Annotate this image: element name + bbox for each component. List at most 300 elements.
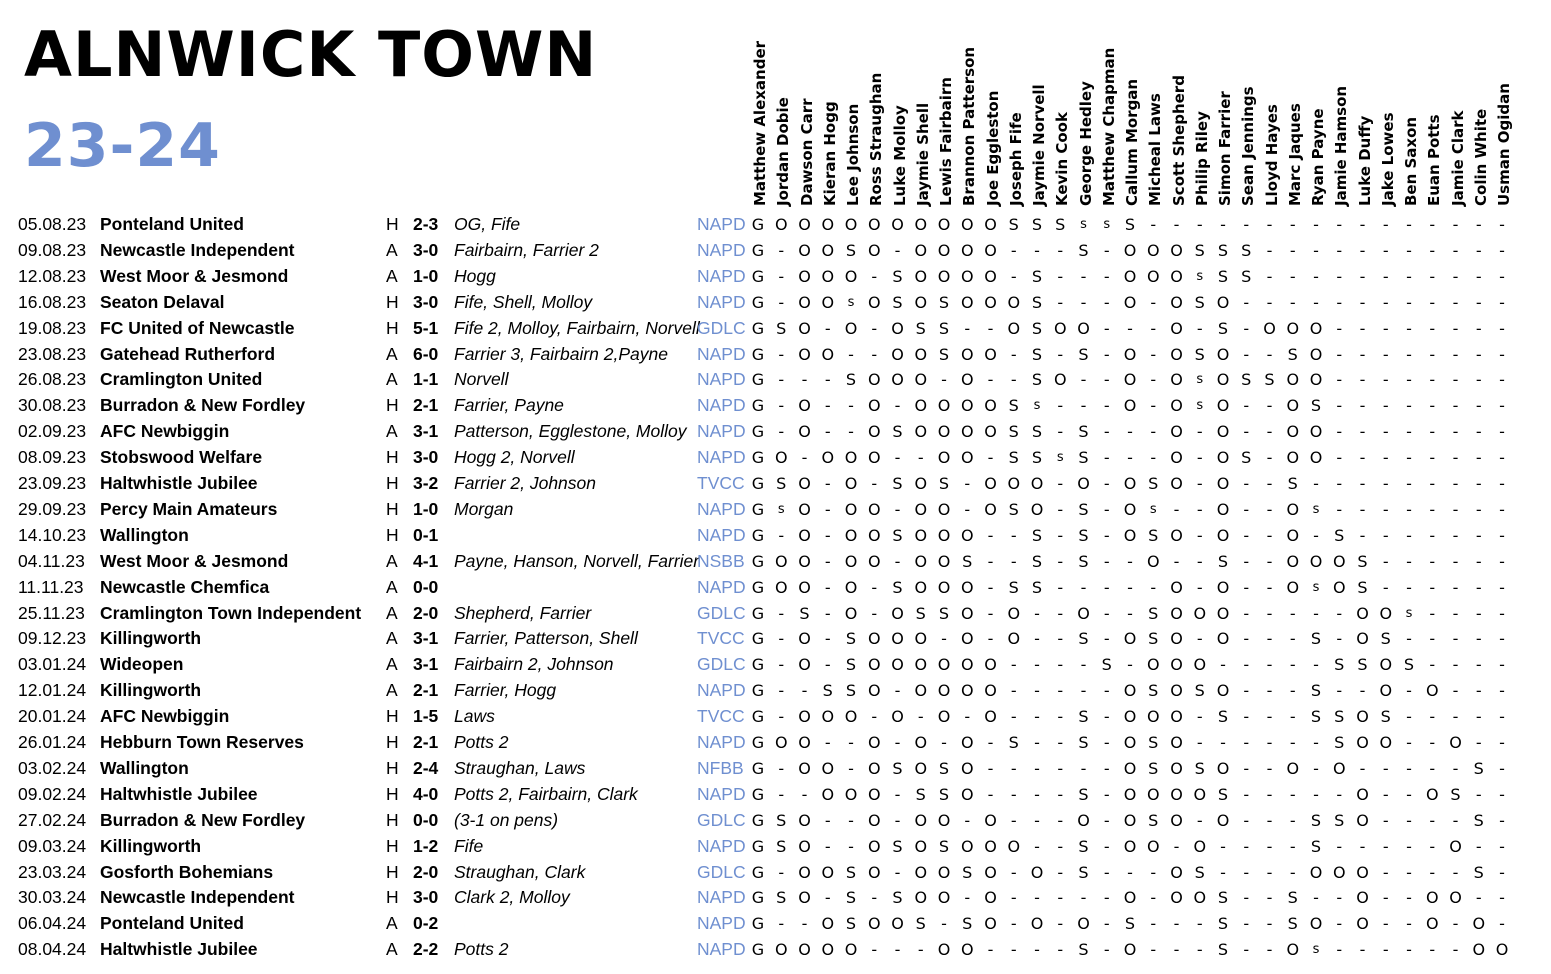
appearance-cell: - [1336, 266, 1343, 286]
appearance-cell: s [1056, 450, 1064, 466]
appearance-cell: - [1382, 577, 1389, 597]
appearance-cell: - [1080, 888, 1087, 908]
competition: GDLC [697, 317, 746, 338]
appearance-cell: O [798, 318, 811, 338]
appearance-cell: - [1266, 888, 1273, 908]
appearance-cell: S [1264, 370, 1275, 390]
appearance-cell: - [848, 733, 854, 752]
appearance-cell: s [777, 501, 785, 517]
appearance-cell: - [1034, 758, 1040, 778]
appearance-cell: - [824, 733, 831, 752]
appearance-cell: - [1359, 240, 1366, 260]
appearance-cell: - [987, 448, 994, 468]
appearance-cell: S [1450, 784, 1461, 804]
appearance-cell: O [798, 655, 811, 675]
appearance-cell: - [1034, 940, 1040, 960]
appearance-cell: - [1150, 344, 1157, 364]
appearance-cell: - [1266, 448, 1273, 468]
scorers: OG, Fife [454, 214, 521, 234]
appearance-cell: O [844, 707, 858, 727]
appearance-cell: - [1289, 836, 1296, 856]
appearance-cell: - [1057, 629, 1064, 649]
appearance-cell: S [1148, 474, 1159, 493]
appearance-cell: S [1217, 940, 1229, 960]
appearance-cell: - [824, 318, 831, 338]
venue: A [386, 654, 398, 675]
match-date: 09.12.23 [18, 628, 87, 649]
appearance-cell: - [1057, 655, 1064, 675]
appearance-cell: - [1429, 448, 1436, 468]
appearance-cell: - [1499, 370, 1505, 390]
appearance-cell: O [1007, 603, 1021, 623]
appearance-cell: O [960, 448, 974, 468]
appearance-cell: - [1475, 474, 1482, 493]
player-name: Jake Lowes [1378, 112, 1397, 206]
appearance-cell: - [1429, 707, 1436, 727]
appearance-cell: - [1057, 551, 1064, 571]
appearance-cell: - [1382, 758, 1389, 778]
appearance-cell: - [1057, 940, 1064, 960]
appearance-cell: - [1034, 810, 1040, 830]
table-row [0, 471, 1551, 497]
table-row [0, 730, 1551, 756]
appearance-cell: - [1359, 474, 1366, 493]
appearance-cell: O [1449, 836, 1462, 856]
appearance-cell: - [1103, 810, 1110, 830]
scorers: Fife [454, 835, 484, 856]
appearance-cell: - [1196, 707, 1203, 727]
appearance-cell: - [1196, 940, 1203, 960]
scorers: Patterson, Egglestone, Molloy [454, 421, 687, 442]
appearance-cell: O [1123, 784, 1137, 804]
appearance-cell: - [1452, 448, 1459, 468]
appearance-cell: O [1170, 240, 1183, 260]
appearance-cell: O [1053, 318, 1067, 338]
score: 2-0 [413, 861, 439, 882]
opponent-name: AFC Newbiggin [100, 706, 230, 727]
appearance-cell: - [987, 629, 994, 649]
appearance-cell: S [1194, 240, 1205, 260]
appearance-cell: - [1266, 577, 1273, 597]
appearance-cell: - [778, 525, 785, 545]
appearance-cell: - [1475, 215, 1482, 234]
appearance-cell: - [1406, 422, 1412, 442]
player-name: Marc Jaques [1285, 103, 1304, 206]
appearance-cell: S [1241, 266, 1252, 286]
appearance-cell: - [1266, 240, 1273, 260]
appearance-cell: - [1243, 499, 1250, 519]
score: 3-2 [413, 473, 439, 493]
appearance-cell: O [914, 344, 928, 364]
appearance-cell: - [801, 784, 808, 804]
player-column-header [937, 77, 955, 206]
appearance-cell: O [1123, 733, 1137, 752]
competition: NAPD [697, 680, 746, 701]
appearance-cell: S [1334, 655, 1345, 675]
appearance-cell: S [1357, 577, 1368, 597]
appearance-cell: - [1034, 681, 1040, 701]
appearance-cell: - [1452, 681, 1459, 701]
appearance-cell: - [1359, 448, 1366, 468]
appearance-cell: - [1103, 240, 1110, 260]
competition: GDLC [697, 654, 746, 675]
appearance-cell: O [1007, 292, 1021, 312]
appearance-cell: - [1103, 370, 1110, 390]
appearance-cell: O [1077, 318, 1090, 338]
appearance-cell: S [1217, 551, 1229, 571]
appearance-cell: - [1313, 655, 1319, 675]
appearance-cell: S [1078, 551, 1089, 571]
player-name: Luke Duffy [1355, 115, 1374, 206]
appearance-cell: O [984, 215, 997, 234]
appearance-cell: - [1429, 499, 1436, 519]
match-date: 05.08.23 [18, 214, 87, 234]
appearance-cell: O [914, 888, 928, 908]
appearance-cell: - [1475, 266, 1482, 286]
appearance-cell: - [1080, 681, 1087, 701]
appearance-cell: O [914, 422, 928, 442]
appearance-cell: S [1473, 862, 1484, 882]
appearance-cell: - [1289, 215, 1296, 234]
appearance-cell: - [1196, 499, 1203, 519]
appearance-cell: - [1475, 396, 1482, 416]
appearance-cell: - [778, 914, 785, 934]
appearance-cell: - [1103, 940, 1110, 960]
match-date: 29.09.23 [18, 498, 87, 519]
appearance-cell: - [1429, 603, 1436, 623]
player-name: Jamie Clark [1448, 110, 1467, 206]
player-column-header [1495, 83, 1513, 206]
appearance-cell: S [892, 888, 903, 908]
appearance-cell: - [1266, 733, 1273, 752]
competition: NAPD [697, 887, 746, 908]
appearance-cell: G [751, 318, 765, 338]
appearance-cell: - [848, 758, 854, 778]
appearance-cell: S [1357, 551, 1368, 571]
appearance-cell: - [964, 888, 971, 908]
appearance-cell: O [1193, 603, 1207, 623]
score: 2-4 [413, 757, 439, 778]
appearance-cell: - [1429, 396, 1436, 416]
appearance-cell: - [1499, 810, 1505, 830]
appearance-cell: S [892, 525, 903, 545]
appearance-cell: O [914, 551, 928, 571]
appearance-cell: O [1286, 525, 1300, 545]
appearance-cell: - [894, 396, 901, 416]
player-column-header [1076, 81, 1095, 206]
match-date: 26.01.24 [18, 732, 87, 752]
appearance-cell: O [867, 370, 881, 390]
appearance-cell: O [1077, 914, 1090, 934]
appearance-cell: - [1336, 422, 1343, 442]
appearance-cell: O [1309, 318, 1323, 338]
appearance-cell: - [1359, 758, 1366, 778]
appearance-cell: - [1499, 577, 1505, 597]
appearance-cell: S [776, 474, 787, 493]
appearance-cell: - [1173, 914, 1180, 934]
competition: NAPD [697, 395, 746, 416]
appearance-cell: - [1103, 422, 1110, 442]
appearance-cell: - [987, 758, 994, 778]
appearance-cell: - [1266, 940, 1273, 960]
scorers: Farrier, Hogg [454, 680, 557, 701]
player-column-header [1216, 91, 1234, 206]
player-name: Brannon Patterson [960, 46, 979, 206]
match-date: 09.02.24 [18, 783, 87, 804]
appearance-cell: - [1382, 215, 1389, 234]
appearance-cell: G [751, 862, 765, 882]
appearance-cell: O [798, 940, 811, 960]
opponent-name: Gosforth Bohemians [100, 861, 274, 882]
appearance-cell: S [892, 577, 903, 597]
appearance-cell: - [848, 422, 854, 442]
player-column-header [1239, 86, 1258, 206]
player-column-header [1192, 111, 1211, 206]
appearance-cell: O [1216, 603, 1230, 623]
appearance-cell: - [917, 448, 924, 468]
player-column-header [1355, 115, 1374, 206]
appearance-cell: - [941, 914, 947, 934]
appearance-cell: G [751, 215, 765, 234]
score: 0-0 [413, 576, 439, 597]
appearance-cell: - [1406, 784, 1412, 804]
score: 3-0 [413, 239, 439, 260]
appearance-cell: G [751, 629, 765, 649]
appearance-cell: S [1334, 733, 1345, 752]
appearance-cell: - [1336, 940, 1343, 960]
appearance-cell: - [1220, 836, 1226, 856]
table-row [0, 601, 1551, 627]
appearance-cell: G [751, 603, 765, 623]
appearance-cell: G [751, 525, 765, 545]
score: 3-1 [413, 654, 439, 675]
scorers: Potts 2 [454, 732, 509, 752]
appearance-cell: - [778, 629, 785, 649]
appearance-cell: - [1359, 370, 1366, 390]
appearance-cell: - [1359, 318, 1366, 338]
appearance-cell: s [1405, 605, 1413, 621]
appearance-cell: - [1103, 396, 1110, 416]
appearance-cell: - [1150, 422, 1157, 442]
appearance-cell: O [1193, 888, 1207, 908]
score: 3-0 [413, 887, 439, 908]
appearance-cell: - [1475, 448, 1482, 468]
appearance-cell: O [1332, 551, 1346, 571]
appearance-cell: G [751, 940, 765, 960]
appearance-cell: - [1359, 292, 1366, 312]
appearance-cell: - [1429, 240, 1436, 260]
appearance-cell: - [778, 344, 785, 364]
appearance-cell: O [798, 344, 811, 364]
player-column-header [1402, 116, 1420, 206]
appearance-cell: O [821, 758, 835, 778]
appearance-cell: - [1452, 240, 1459, 260]
appearance-cell: O [798, 525, 811, 545]
appearance-cell: - [848, 810, 854, 830]
appearance-cell: - [1150, 215, 1157, 234]
player-header [0, 0, 1551, 212]
appearance-cell: O [960, 525, 974, 545]
appearance-cell: O [1286, 318, 1300, 338]
appearance-cell: O [844, 215, 858, 234]
appearance-cell: O [1309, 344, 1323, 364]
appearance-cell: O [1332, 577, 1346, 597]
appearance-cell: O [844, 603, 858, 623]
appearance-cell: - [1266, 266, 1273, 286]
table-row [0, 575, 1551, 601]
venue: H [386, 757, 399, 778]
appearance-cell: s [1312, 942, 1320, 958]
appearance-cell: O [1332, 758, 1346, 778]
appearance-cell: O [1216, 499, 1230, 519]
appearance-cell: - [1196, 318, 1203, 338]
score: 2-3 [413, 214, 439, 234]
appearance-cell: O [891, 215, 904, 234]
appearance-cell: O [1286, 448, 1300, 468]
appearance-cell: - [1452, 629, 1459, 649]
appearance-cell: - [1103, 577, 1110, 597]
venue: H [386, 291, 399, 312]
appearance-cell: S [1287, 474, 1298, 493]
appearance-cell: O [1379, 655, 1393, 675]
appearance-cell: - [1429, 370, 1436, 390]
appearance-cell: - [1243, 888, 1250, 908]
appearance-cell: - [1243, 603, 1250, 623]
appearance-cell: S [1148, 525, 1159, 545]
appearance-cell: G [751, 292, 765, 312]
appearance-cell: - [1499, 499, 1505, 519]
appearance-cell: - [1243, 629, 1250, 649]
player-name: Kevin Cook [1053, 112, 1072, 206]
appearance-cell: - [1289, 240, 1296, 260]
appearance-cell: - [1452, 758, 1459, 778]
appearance-cell: O [1146, 836, 1160, 856]
appearance-cell: - [1429, 940, 1436, 960]
player-name: Ben Saxon [1402, 116, 1420, 206]
appearance-cell: O [798, 707, 811, 727]
score: 1-2 [413, 835, 439, 856]
appearance-cell: - [1406, 914, 1412, 934]
appearance-cell: - [1359, 422, 1366, 442]
table-row [0, 264, 1551, 290]
appearance-cell: - [1313, 215, 1319, 234]
appearance-cell: - [778, 784, 785, 804]
table-row [0, 911, 1551, 937]
appearance-cell: O [821, 784, 835, 804]
appearance-cell: - [1475, 499, 1482, 519]
match-date: 03.02.24 [18, 757, 87, 778]
appearance-cell: O [867, 525, 881, 545]
appearance-cell: O [891, 318, 904, 338]
appearance-cell: - [1499, 318, 1505, 338]
appearance-cell: S [1078, 499, 1089, 519]
appearance-cell: - [1057, 681, 1064, 701]
table-row [0, 704, 1551, 730]
appearance-cell: S [915, 784, 926, 804]
appearance-cell: S [1078, 629, 1089, 649]
appearance-cell: O [1286, 422, 1300, 442]
appearance-cell: - [1499, 733, 1505, 752]
appearance-cell: S [845, 862, 857, 882]
appearance-cell: O [798, 810, 811, 830]
appearance-cell: - [1429, 655, 1436, 675]
appearance-cell: O [891, 370, 904, 390]
appearance-cell: - [1243, 707, 1250, 727]
appearance-cell: - [1243, 940, 1250, 960]
appearance-cell: - [1127, 551, 1133, 571]
appearance-cell: - [1196, 474, 1203, 493]
appearance-cell: O [960, 629, 974, 649]
appearance-cell: - [1196, 448, 1203, 468]
opponent-name: Killingworth [100, 628, 202, 649]
appearance-cell: - [871, 577, 878, 597]
appearance-cell: - [1475, 370, 1482, 390]
appearance-cell: - [1382, 810, 1389, 830]
appearance-cell: S [1287, 914, 1298, 934]
appearance-cell: - [1406, 629, 1412, 649]
score: 3-1 [413, 628, 439, 649]
match-date: 09.03.24 [18, 835, 87, 856]
appearance-cell: - [871, 474, 878, 493]
appearance-cell: O [984, 474, 997, 493]
opponent-name: Wallington [100, 757, 189, 778]
table-row [0, 937, 1551, 963]
appearance-cell: O [1123, 370, 1137, 390]
appearance-cell: - [1103, 681, 1110, 701]
appearance-cell: O [798, 862, 811, 882]
appearance-cell: - [1429, 629, 1436, 649]
appearance-cell: S [1008, 215, 1019, 234]
appearance-cell: - [1057, 784, 1064, 804]
appearance-cell: - [824, 577, 831, 597]
appearance-cell: O [1123, 266, 1137, 286]
competition: NAPD [697, 421, 746, 442]
appearance-cell: - [824, 499, 831, 519]
appearance-cell: - [964, 474, 971, 493]
appearance-cell: O [1216, 422, 1230, 442]
opponent-name: West Moor & Jesmond [100, 550, 289, 571]
appearance-cell: - [1266, 914, 1273, 934]
appearance-cell: - [1243, 862, 1250, 882]
competition: NAPD [697, 343, 746, 364]
appearance-cell: O [960, 784, 974, 804]
appearance-cell: - [1196, 914, 1203, 934]
appearance-cell: O [1425, 914, 1439, 934]
venue: A [386, 602, 398, 623]
competition: NAPD [697, 239, 746, 260]
appearance-cell: - [1243, 422, 1250, 442]
appearance-cell: - [1382, 836, 1389, 856]
appearance-cell: O [1356, 629, 1369, 649]
appearance-cell: S [1148, 629, 1159, 649]
appearance-cell: O [1170, 318, 1183, 338]
appearance-cell: - [964, 499, 971, 519]
appearance-cell: - [1313, 784, 1319, 804]
appearance-cell: O [844, 940, 858, 960]
appearance-cell: - [1499, 266, 1505, 286]
appearance-cell: O [1449, 888, 1462, 908]
appearance-cell: S [1008, 396, 1019, 416]
appearance-cell: O [891, 629, 904, 649]
appearance-cell: - [1243, 681, 1250, 701]
appearance-cell: O [821, 292, 835, 312]
appearance-cell: O [937, 707, 951, 727]
appearance-cell: - [1057, 810, 1064, 830]
appearance-cell: O [1356, 784, 1369, 804]
appearance-cell: - [1406, 681, 1412, 701]
appearance-cell: O [1286, 758, 1300, 778]
appearance-cell: S [1078, 707, 1089, 727]
